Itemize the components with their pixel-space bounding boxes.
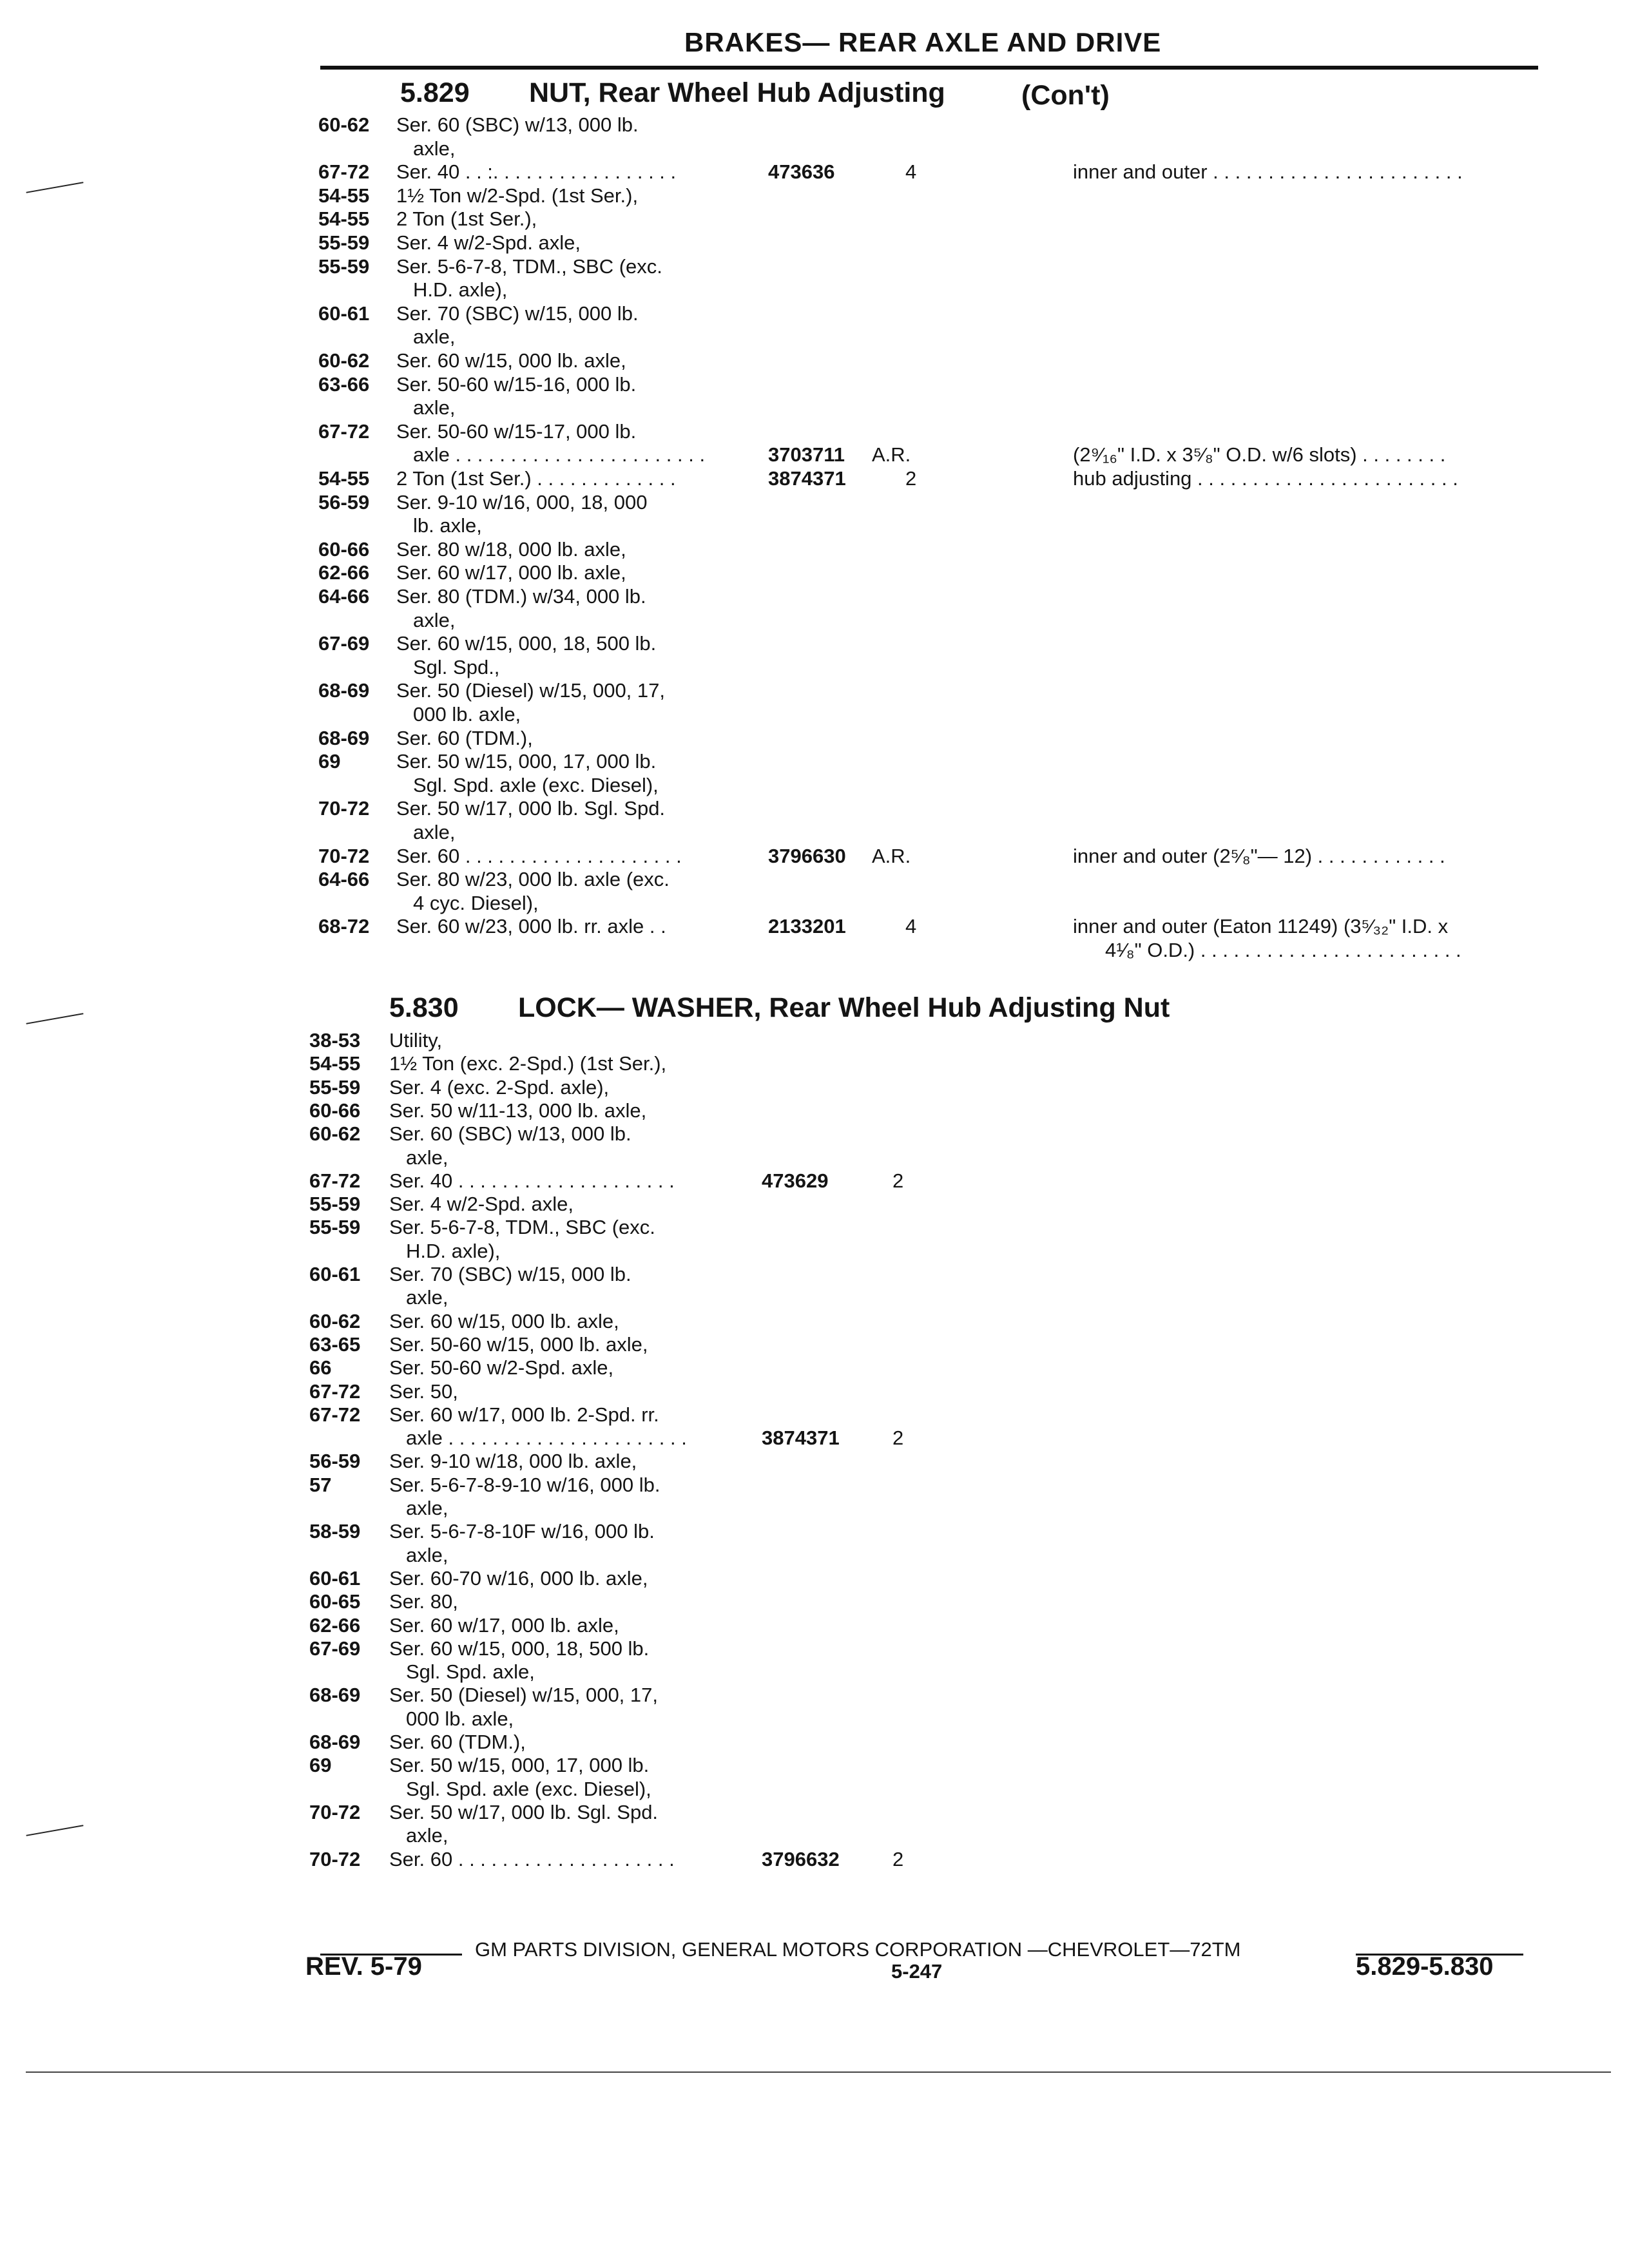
application-description: Ser. 60-70 w/16, 000 lb. axle,	[389, 1566, 648, 1590]
page-number: 5-247	[891, 1960, 943, 1983]
application-description: Ser. 80 (TDM.) w/34, 000 lb.	[396, 585, 646, 608]
section-number: 5.829	[400, 77, 470, 108]
application-description: Ser. 40 . . . . . . . . . . . . . . . . . . . .	[389, 1169, 675, 1192]
application-description: Ser. 80 w/18, 000 lb. axle,	[396, 537, 626, 561]
application-description: 2 Ton (1st Ser.) . . . . . . . . . . . . .	[396, 467, 676, 490]
binding-hole-mark	[26, 182, 84, 193]
application-description: Ser. 5-6-7-8-9-10 w/16, 000 lb.	[389, 1473, 660, 1496]
application-description: H.D. axle),	[406, 1239, 501, 1262]
section-title: LOCK— WASHER, Rear Wheel Hub Adjusting Nut	[518, 992, 1170, 1023]
model-years: 55-59	[309, 1193, 361, 1216]
application-description: H.D. axle),	[413, 278, 508, 302]
application-description: Ser. 40 . . :. . . . . . . . . . . . . . . . .	[396, 160, 677, 184]
application-description: axle,	[406, 1497, 448, 1519]
application-description: Sgl. Spd.,	[413, 655, 500, 678]
model-years: 70-72	[309, 1847, 361, 1870]
header-rule	[320, 66, 1538, 70]
application-description: axle,	[406, 1543, 448, 1566]
application-description: Ser. 70 (SBC) w/15, 000 lb.	[389, 1263, 631, 1285]
model-years: 60-62	[309, 1309, 361, 1332]
model-years: 60-66	[318, 537, 370, 561]
application-description: Ser. 4 (exc. 2-Spd. axle),	[389, 1075, 610, 1099]
model-years: 60-66	[309, 1099, 361, 1122]
application-description: Ser. 60 w/17, 000 lb. axle,	[396, 561, 626, 584]
model-years: 68-69	[318, 726, 370, 749]
model-years: 64-66	[318, 585, 370, 608]
quantity: A.R.	[872, 844, 911, 867]
model-years: 60-61	[309, 1566, 361, 1590]
application-description: Ser. 9-10 w/18, 000 lb. axle,	[389, 1450, 637, 1473]
model-years: 68-72	[318, 915, 370, 938]
application-description: Ser. 5-6-7-8, TDM., SBC (exc.	[389, 1216, 655, 1239]
application-description: Ser. 60 w/15, 000, 18, 500 lb.	[396, 632, 657, 655]
part-remark: (2⁹⁄₁₆" I.D. x 3⁵⁄₈" O.D. w/6 slots) . . . . . . . .	[1073, 443, 1446, 466]
model-years: 69	[309, 1754, 332, 1777]
part-number: 3874371	[762, 1427, 840, 1450]
application-description: 000 lb. axle,	[406, 1707, 514, 1730]
application-description: Ser. 60 w/15, 000 lb. axle,	[396, 349, 626, 372]
model-years: 66	[309, 1356, 332, 1379]
application-description: Ser. 50 w/17, 000 lb. Sgl. Spd.	[396, 797, 666, 820]
model-years: 69	[318, 750, 341, 773]
application-description: Ser. 5-6-7-8-10F w/16, 000 lb.	[389, 1520, 655, 1543]
application-description: Ser. 50 (Diesel) w/15, 000, 17,	[389, 1684, 659, 1707]
model-years: 56-59	[309, 1450, 361, 1473]
footer-publisher: GM PARTS DIVISION, GENERAL MOTORS CORPORATION —CHEVROLET—72TM	[475, 1938, 1241, 1961]
quantity: 4	[905, 160, 917, 184]
application-description: Ser. 60 (TDM.),	[389, 1731, 526, 1753]
application-description: 1½ Ton (exc. 2-Spd.) (1st Ser.),	[389, 1052, 667, 1075]
model-years: 67-72	[309, 1379, 361, 1403]
application-description: Ser. 60 w/23, 000 lb. rr. axle . .	[396, 915, 666, 938]
application-description: lb. axle,	[413, 514, 482, 537]
application-description: Ser. 50-60 w/15, 000 lb. axle,	[389, 1332, 648, 1356]
application-description: axle,	[413, 821, 456, 843]
application-description: Ser. 60 w/17, 000 lb. 2-Spd. rr.	[389, 1403, 659, 1426]
model-years: 68-69	[318, 679, 370, 702]
application-description: Ser. 80,	[389, 1590, 458, 1613]
application-description: Ser. 60 (TDM.),	[396, 726, 533, 749]
application-description: axle,	[406, 1824, 448, 1847]
application-description: Ser. 60 (SBC) w/13, 000 lb.	[389, 1122, 631, 1146]
application-description: Ser. 50 (Diesel) w/15, 000, 17,	[396, 679, 666, 702]
application-description: Sgl. Spd. axle,	[406, 1660, 535, 1684]
application-description: Utility,	[389, 1029, 443, 1052]
application-description: Ser. 60 w/15, 000 lb. axle,	[389, 1309, 619, 1332]
model-years: 60-65	[309, 1590, 361, 1613]
application-description: Ser. 60 . . . . . . . . . . . . . . . . . . . .	[396, 844, 682, 867]
model-years: 56-59	[318, 490, 370, 514]
application-description: Ser. 60 w/17, 000 lb. axle,	[389, 1613, 619, 1637]
part-number: 473636	[768, 160, 835, 184]
model-years: 62-66	[309, 1613, 361, 1637]
part-number: 473629	[762, 1169, 829, 1192]
model-years: 60-61	[309, 1263, 361, 1285]
application-description: Ser. 9-10 w/16, 000, 18, 000	[396, 490, 648, 514]
section-continued: (Con't)	[1021, 80, 1110, 111]
part-remark: inner and outer (Eaton 11249) (3⁵⁄₃₂" I.D. x	[1073, 915, 1449, 938]
quantity: 2	[892, 1427, 904, 1450]
application-description: axle,	[413, 325, 456, 349]
application-description: axle,	[413, 608, 456, 631]
quantity: 2	[905, 467, 917, 490]
model-years: 67-72	[309, 1169, 361, 1192]
model-years: 67-72	[318, 419, 370, 443]
model-years: 68-69	[309, 1684, 361, 1707]
model-years: 62-66	[318, 561, 370, 584]
model-years: 55-59	[318, 231, 370, 254]
section-range: 5.829-5.830	[1356, 1952, 1494, 1981]
application-description: Ser. 50-60 w/2-Spd. axle,	[389, 1356, 614, 1379]
application-description: 4 cyc. Diesel),	[413, 891, 539, 914]
model-years: 54-55	[318, 184, 370, 207]
model-years: 60-61	[318, 302, 370, 325]
model-years: 70-72	[309, 1800, 361, 1823]
model-years: 70-72	[318, 844, 370, 867]
model-years: 63-65	[309, 1332, 361, 1356]
model-years: 67-72	[309, 1403, 361, 1426]
section-number: 5.830	[389, 992, 459, 1023]
application-description: Ser. 50 w/15, 000, 17, 000 lb.	[396, 750, 657, 773]
model-years: 54-55	[318, 207, 370, 231]
model-years: 60-62	[309, 1122, 361, 1146]
model-years: 68-69	[309, 1731, 361, 1753]
quantity: 4	[905, 915, 917, 938]
model-years: 54-55	[309, 1052, 361, 1075]
application-description: Ser. 50 w/11-13, 000 lb. axle,	[389, 1099, 647, 1122]
binding-hole-mark	[26, 1013, 84, 1024]
model-years: 67-69	[309, 1637, 361, 1660]
application-description: axle,	[413, 137, 456, 160]
application-description: Ser. 60 (SBC) w/13, 000 lb.	[396, 113, 639, 136]
application-description: Ser. 4 w/2-Spd. axle,	[389, 1193, 574, 1216]
application-description: Ser. 60 w/15, 000, 18, 500 lb.	[389, 1637, 650, 1660]
binding-hole-mark	[26, 1825, 84, 1836]
section-title: NUT, Rear Wheel Hub Adjusting	[529, 77, 945, 108]
model-years: 67-72	[318, 160, 370, 184]
part-number: 3874371	[768, 467, 846, 490]
application-description: Ser. 5-6-7-8, TDM., SBC (exc.	[396, 255, 662, 278]
application-description: Sgl. Spd. axle (exc. Diesel),	[413, 773, 659, 796]
part-number: 2133201	[768, 915, 846, 938]
part-remark: 4¹⁄₈" O.D.) . . . . . . . . . . . . . . . . . . . . . . . .	[1105, 939, 1461, 961]
application-description: Ser. 4 w/2-Spd. axle,	[396, 231, 581, 254]
model-years: 57	[309, 1473, 332, 1496]
application-description: Ser. 50,	[389, 1379, 458, 1403]
model-years: 63-66	[318, 372, 370, 396]
revision-date: REV. 5-79	[305, 1952, 422, 1981]
application-description: Ser. 50 w/17, 000 lb. Sgl. Spd.	[389, 1800, 659, 1823]
part-number: 3703711	[768, 443, 845, 466]
model-years: 55-59	[318, 255, 370, 278]
application-description: axle,	[406, 1146, 448, 1169]
model-years: 54-55	[318, 467, 370, 490]
model-years: 38-53	[309, 1029, 361, 1052]
page-header-title: BRAKES— REAR AXLE AND DRIVE	[684, 27, 1162, 57]
part-number: 3796630	[768, 844, 846, 867]
application-description: axle . . . . . . . . . . . . . . . . . . . . . .	[406, 1427, 687, 1450]
application-description: 000 lb. axle,	[413, 703, 521, 726]
part-remark: inner and outer . . . . . . . . . . . . . . . . . . . . . . .	[1073, 160, 1463, 184]
application-description: 1½ Ton w/2-Spd. (1st Ser.),	[396, 184, 639, 207]
part-remark: inner and outer (2⁵⁄₈"— 12) . . . . . . . . . . . .	[1073, 844, 1445, 867]
application-description: axle . . . . . . . . . . . . . . . . . . . . . . .	[413, 443, 706, 466]
application-description: Ser. 70 (SBC) w/15, 000 lb.	[396, 302, 639, 325]
model-years: 55-59	[309, 1075, 361, 1099]
model-years: 60-62	[318, 113, 370, 136]
quantity: 2	[892, 1847, 904, 1870]
application-description: axle,	[406, 1286, 448, 1309]
model-years: 55-59	[309, 1216, 361, 1239]
application-description: Ser. 50 w/15, 000, 17, 000 lb.	[389, 1754, 650, 1777]
application-description: Ser. 80 w/23, 000 lb. axle (exc.	[396, 868, 670, 891]
quantity: A.R.	[872, 443, 911, 466]
application-description: Ser. 50-60 w/15-16, 000 lb.	[396, 372, 637, 396]
scan-edge-line	[26, 2071, 1611, 2073]
model-years: 64-66	[318, 868, 370, 891]
application-description: Ser. 50-60 w/15-17, 000 lb.	[396, 419, 637, 443]
quantity: 2	[892, 1169, 904, 1192]
part-number: 3796632	[762, 1847, 840, 1870]
application-description: axle,	[413, 396, 456, 419]
application-description: Sgl. Spd. axle (exc. Diesel),	[406, 1777, 651, 1800]
model-years: 67-69	[318, 632, 370, 655]
model-years: 58-59	[309, 1520, 361, 1543]
part-remark: hub adjusting . . . . . . . . . . . . . . . . . . . . . . . .	[1073, 467, 1458, 490]
application-description: 2 Ton (1st Ser.),	[396, 207, 537, 231]
application-description: Ser. 60 . . . . . . . . . . . . . . . . . . . .	[389, 1847, 675, 1870]
model-years: 70-72	[318, 797, 370, 820]
model-years: 60-62	[318, 349, 370, 372]
